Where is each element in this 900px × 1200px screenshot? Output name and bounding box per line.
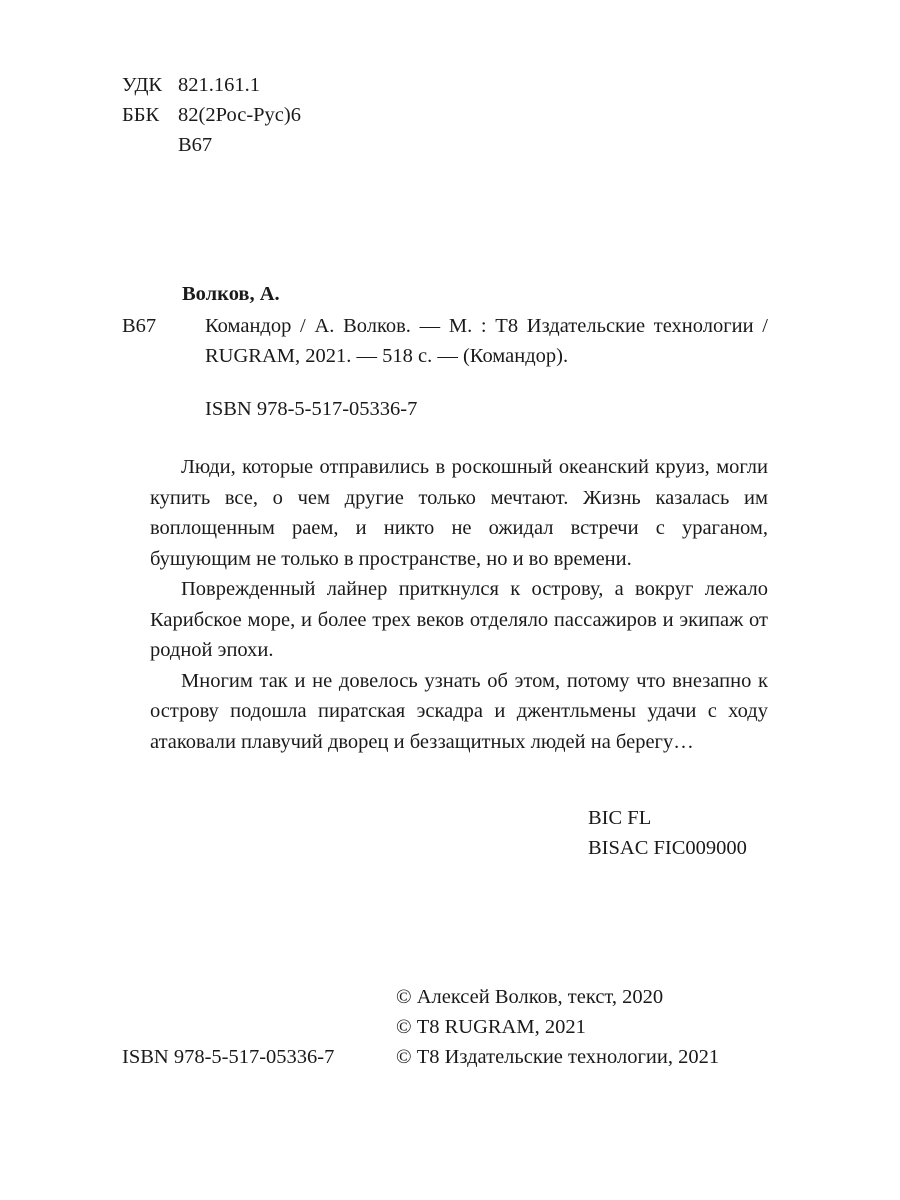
record-sigla: В67 xyxy=(122,315,157,337)
record-description: Командор / А. Волков. — М. : Т8 Издательские технологии / RUGRAM, 2021. — 518 с. — (Командор). xyxy=(205,315,768,367)
subject-codes-block xyxy=(588,803,747,863)
udk-label: УДК xyxy=(122,74,163,96)
colophon-block xyxy=(122,982,782,1072)
copyright-line: © Т8 RUGRAM, 2021 xyxy=(396,1016,586,1038)
annotation-paragraph: Люди, которые отправились в роскошный океанский круиз, могли купить все, о чем другие только мечтают. Жизнь казалась им воплощенным раем, и никто не ожидал встречи с ураганом, бушующим не только в пространстве, но и во времени. xyxy=(150,456,768,570)
colophon-row xyxy=(122,1012,782,1042)
classification-codes-block xyxy=(122,70,301,160)
copyright-line: © Т8 Издательские технологии, 2021 xyxy=(396,1046,720,1068)
bibliographic-record xyxy=(122,281,768,371)
bbk-label: ББК xyxy=(122,104,160,126)
colophon-row xyxy=(122,982,782,1012)
annotation-paragraph: Многим так и не довелось узнать об этом, потому что внезапно к острову подошла пиратская эскадра и джентльмены удачи с ходу атаковали плавучий дворец и беззащитных людей на берегу… xyxy=(150,669,768,753)
colophon-row xyxy=(122,1042,782,1072)
bbk-value: 82(2Рос-Рус)6 xyxy=(178,104,301,126)
sigla-value: В67 xyxy=(178,134,213,156)
bic-code: BIC FL xyxy=(588,807,652,829)
classification-row-bbk xyxy=(122,100,301,130)
classification-row-sigla xyxy=(122,130,301,160)
record-author: Волков, А. xyxy=(182,283,280,305)
sigla-label xyxy=(122,130,178,160)
classification-row-udk xyxy=(122,70,301,100)
bisac-code: BISAC FIC009000 xyxy=(588,837,747,859)
record-body xyxy=(122,311,768,371)
colophon-isbn: ISBN 978-5-517-05336-7 xyxy=(122,1046,335,1068)
annotation-block xyxy=(150,452,768,757)
record-isbn: ISBN 978-5-517-05336-7 xyxy=(205,398,418,420)
copyright-line: © Алексей Волков, текст, 2020 xyxy=(396,986,664,1008)
udk-value: 821.161.1 xyxy=(178,74,260,96)
annotation-paragraph: Поврежденный лайнер приткнулся к острову, а вокруг лежало Карибское море, и более трех веков отделяло пассажиров и экипаж от родной эпохи. xyxy=(150,578,768,661)
